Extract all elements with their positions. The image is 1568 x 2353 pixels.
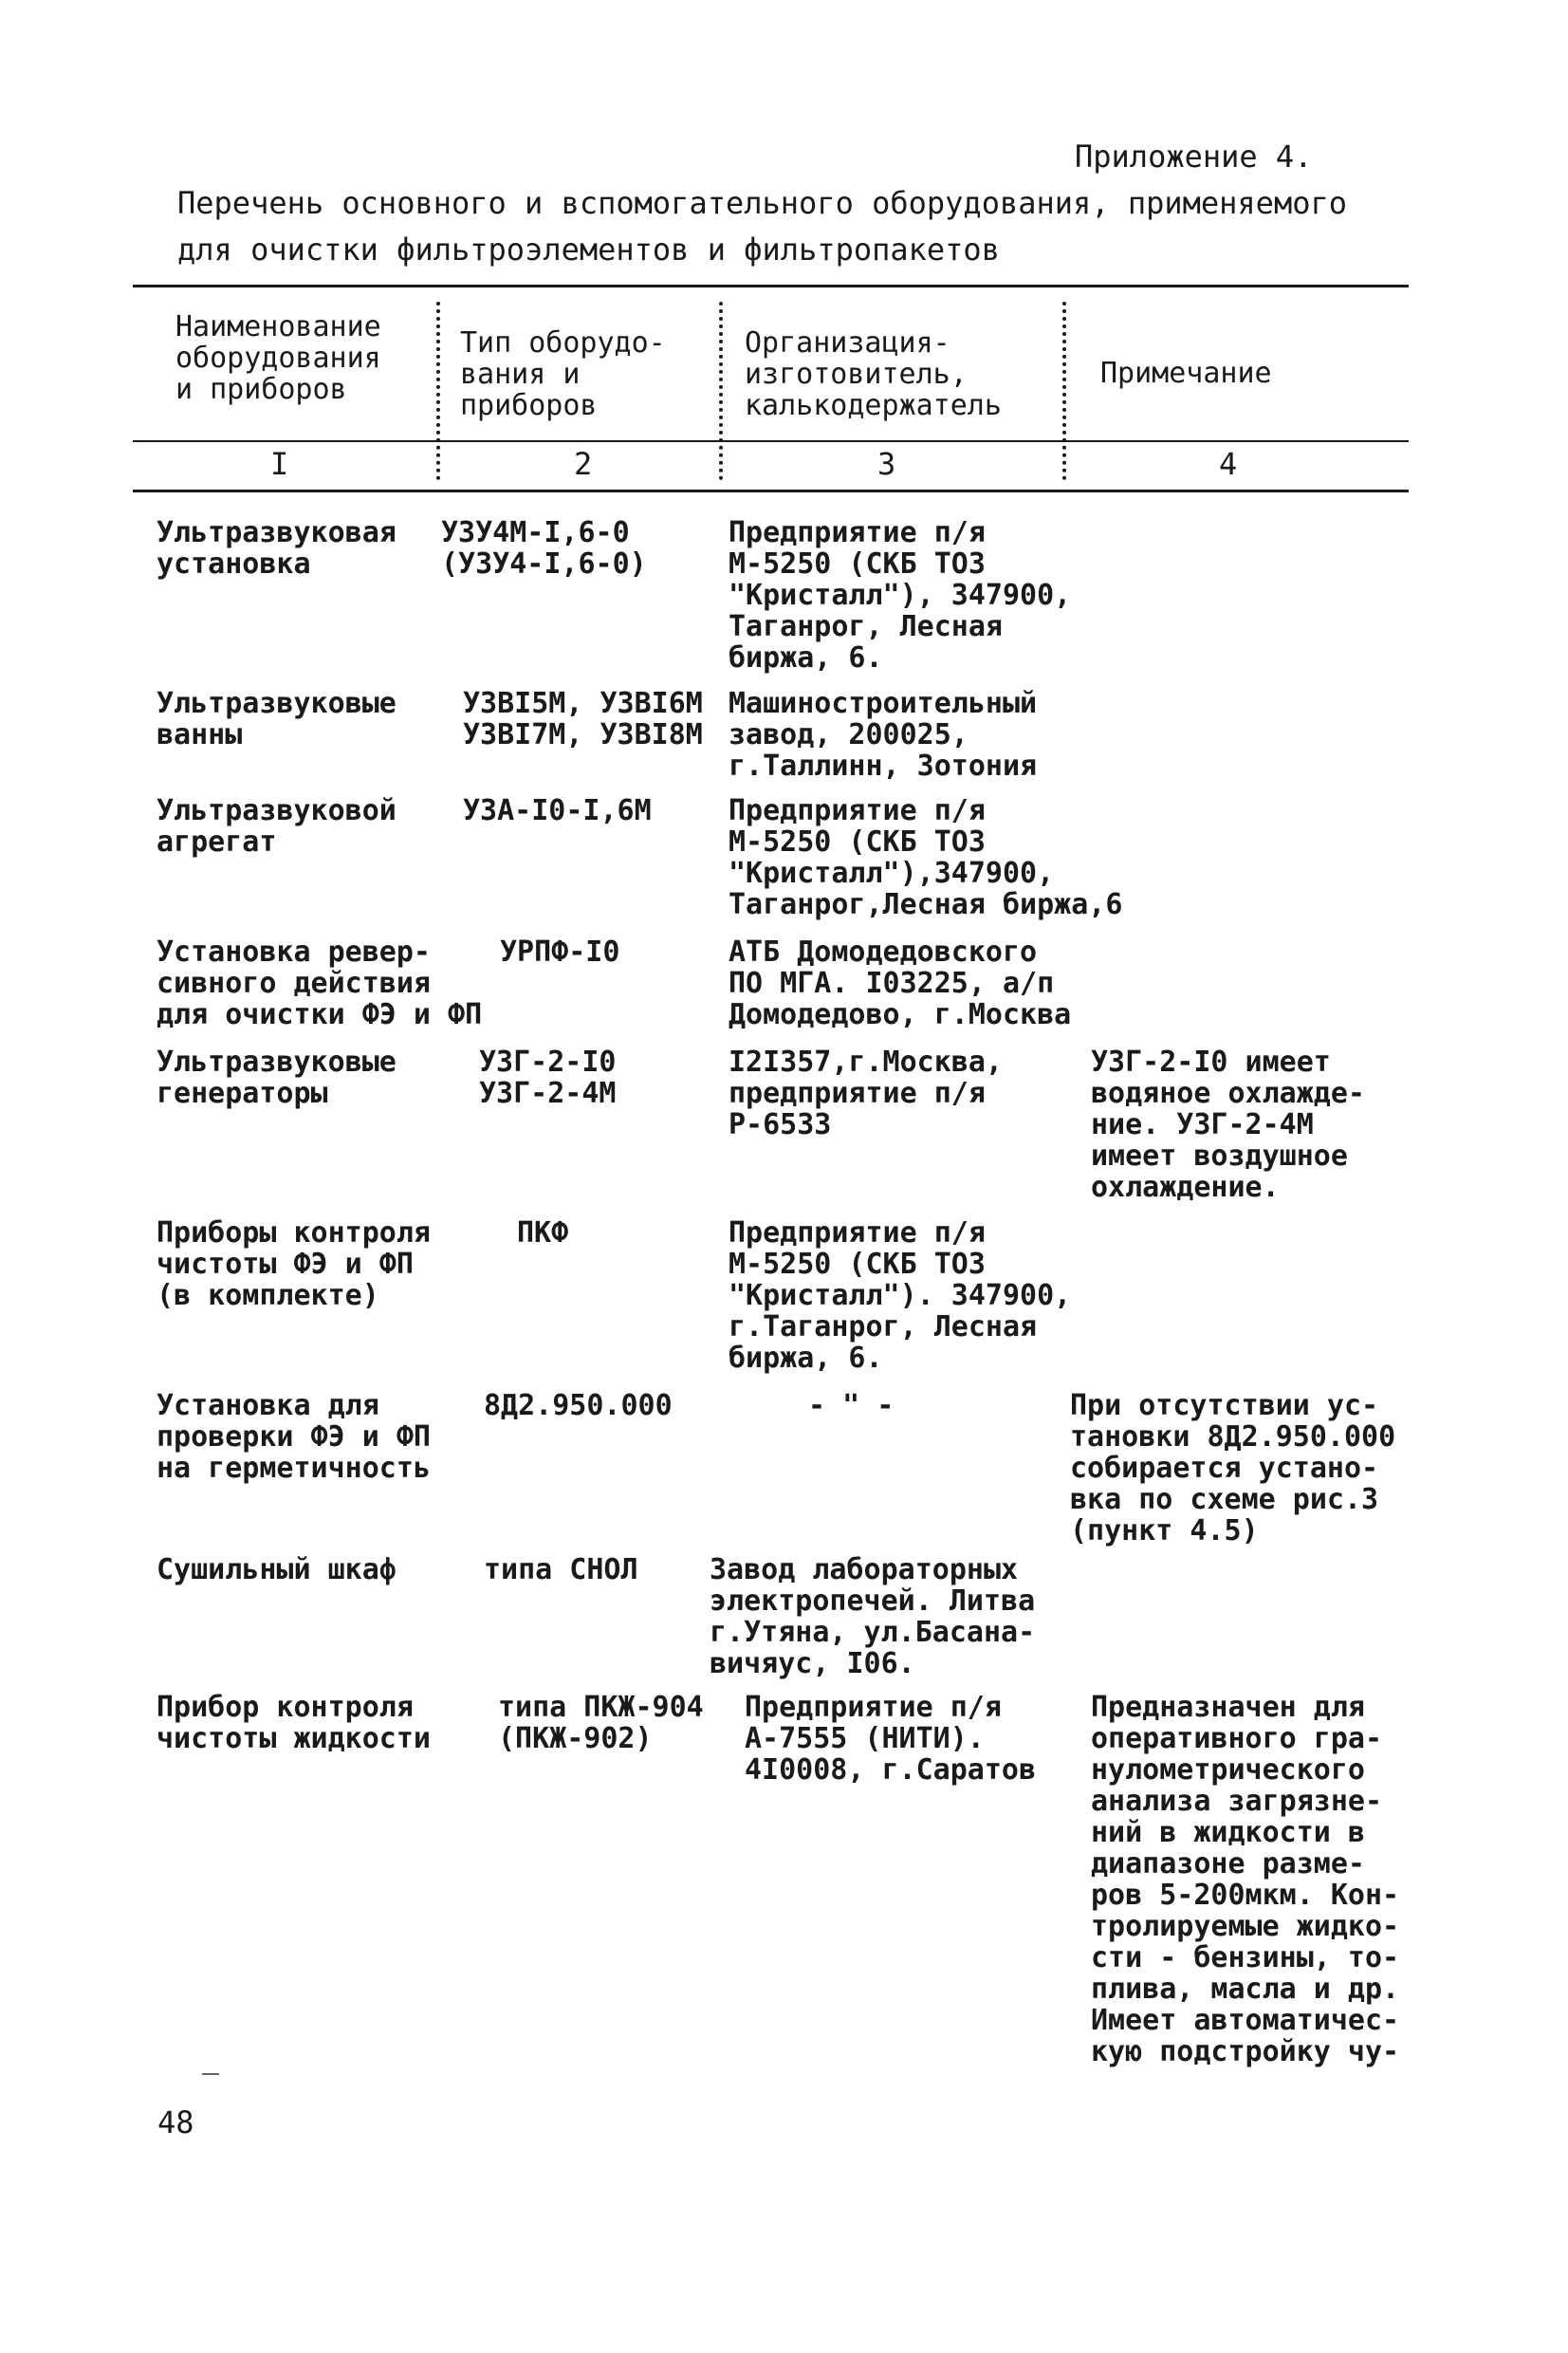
equipment-name: Установка ревер- сивного действия для очистки ФЭ и ФП <box>157 936 483 1031</box>
equipment-type: ПКФ <box>517 1216 569 1250</box>
equipment-organization: - " - <box>808 1389 895 1422</box>
equipment-name: Ультразвуковые генераторы <box>157 1046 397 1110</box>
column-number: 2 <box>574 446 593 482</box>
title-line-2: для очистки фильтроэлементов и фильтропакетов <box>177 232 1000 268</box>
equipment-organization: Предприятие п/я А-7555 (НИТИ). 4I0008, г.Саратов <box>745 1691 1037 1787</box>
equipment-type: типа ПКЖ-904 (ПКЖ-902) <box>498 1691 704 1755</box>
equipment-organization: I2I357,г.Москва, предприятие п/я Р-6533 <box>729 1046 1003 1141</box>
equipment-type: УЗУ4М-I,6-0 (УЗУ4-I,6-0) <box>441 516 647 581</box>
equipment-type: УРПФ-I0 <box>500 936 620 969</box>
column-header-type: Тип оборудо- вания и приборов <box>460 326 666 422</box>
page-number: 48 <box>157 2104 194 2140</box>
equipment-name: Ультразвуковой агрегат <box>157 794 397 859</box>
equipment-type: УЗА-I0-I,6М <box>463 794 652 827</box>
footer-dash <box>202 2073 219 2075</box>
equipment-type: УЗГ-2-I0 УЗГ-2-4М <box>479 1046 617 1110</box>
equipment-name: Прибор контроля чистоты жидкости <box>157 1691 431 1755</box>
equipment-organization: АТБ Домодедовского ПО МГА. I03225, а/п Домодедово, г.Москва <box>729 936 1072 1031</box>
column-number: 3 <box>877 446 896 482</box>
equipment-organization: Завод лабораторных электропечей. Литва г.Утяна, ул.Басана- вичяус, I06. <box>710 1553 1036 1680</box>
equipment-name: Приборы контроля чистоты ФЭ и ФП (в комплекте) <box>157 1216 431 1312</box>
equipment-name: Ультразвуковая установка <box>157 516 397 581</box>
number-row-rule <box>133 490 1409 492</box>
equipment-name: Установка для проверки ФЭ и ФП на герметичность <box>157 1389 431 1485</box>
page-title <box>177 180 1430 273</box>
column-number: 4 <box>1219 446 1238 482</box>
equipment-type: типа СНОЛ <box>484 1553 638 1586</box>
equipment-note: УЗГ-2-I0 имеет водяное охлажде- ние. УЗГ-2-4М имеет воздушное охлаждение. <box>1091 1046 1365 1204</box>
equipment-organization: Предприятие п/я М-5250 (СКБ ТОЗ "Кристалл"). 347900, г.Таганрог, Лесная биржа, 6. <box>729 1216 1072 1375</box>
equipment-type: УЗВI5М, УЗВI6М УЗВI7М, УЗВI8М <box>463 687 703 751</box>
equipment-note: Предназначен для оперативного гра- нулометрического анализа загрязне- ний в жидкости в диапазоне разме- ров 5-200мкм. Кон- тролируемые жидко- сти - бензины, то- плива, масла и др. Имеет автоматичес- кую подстройку чу- <box>1091 1691 1400 2068</box>
equipment-organization: Предприятие п/я М-5250 (СКБ ТОЗ "Кристалл"), 347900, Таганрог, Лесная биржа, 6. <box>729 516 1072 675</box>
equipment-note: При отсутствии ус- тановки 8Д2.950.000 собирается устано- вка по схеме рис.3 (пункт 4.5) <box>1070 1389 1396 1547</box>
table-top-rule <box>133 285 1409 287</box>
column-header-organization: Организация- изготовитель, калькодержатель <box>745 326 1002 422</box>
column-header-note: Примечание <box>1100 357 1272 390</box>
column-separator <box>436 302 440 480</box>
column-number: I <box>270 446 289 482</box>
equipment-organization: Предприятие п/я М-5250 (СКБ ТОЗ "Кристалл"),347900, Таганрог,Лесная биржа,6 <box>729 794 1123 921</box>
column-separator <box>1062 302 1066 480</box>
equipment-name: Сушильный шкаф <box>157 1553 397 1586</box>
column-header-name: Наименование оборудования и приборов <box>175 310 381 406</box>
column-separator <box>719 302 723 480</box>
equipment-organization: Машиностроительный завод, 200025, г.Таллинн, Зотония <box>729 687 1038 783</box>
title-line-1: Перечень основного и вспомогательного оборудования, применяемого <box>177 185 1347 221</box>
header-rule <box>133 440 1409 442</box>
equipment-name: Ультразвуковые ванны <box>157 687 397 751</box>
equipment-type: 8Д2.950.000 <box>484 1389 673 1422</box>
appendix-label: Приложение 4. <box>1075 139 1313 175</box>
